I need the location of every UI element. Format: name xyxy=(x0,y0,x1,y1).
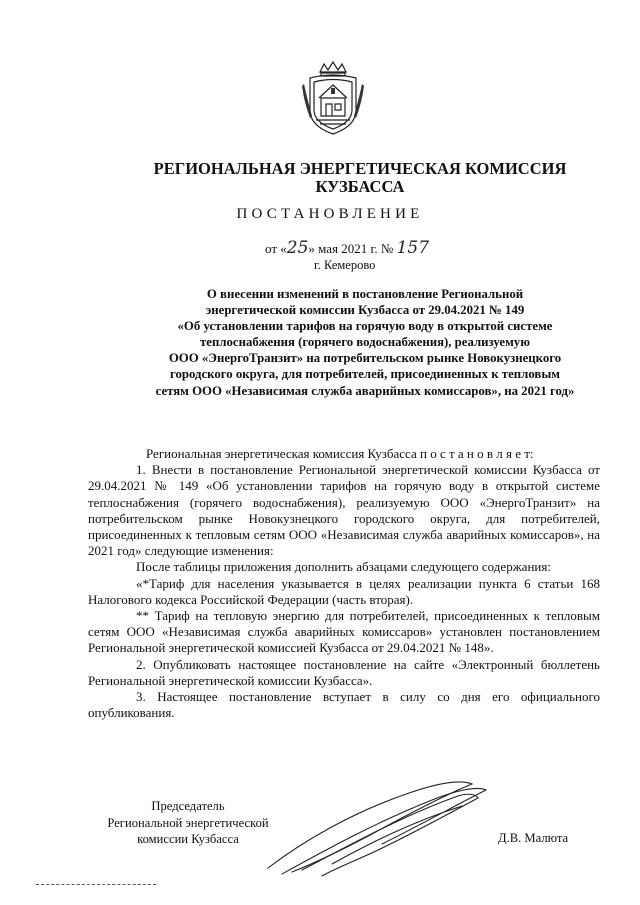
city: г. Кемерово xyxy=(314,258,376,272)
signatory-name: Д.В. Малюта xyxy=(498,831,569,845)
signatory-title-line: Региональной энергетической xyxy=(107,815,269,830)
decree-word: п о с т а н о в л я е т: xyxy=(419,446,534,461)
date-prefix: от « xyxy=(265,241,287,256)
organization-name: РЕГИОНАЛЬНАЯ ЭНЕРГЕТИЧЕСКАЯ КОМИССИЯ xyxy=(153,159,567,178)
date-middle: » мая 2021 г. № xyxy=(308,241,394,256)
paragraph-1-note-2: ** Тариф на тепловую энергию для потребителей, присоединенных к тепловым сетям ООО «Независимая служба аварийных комиссаров» установлен постановлением Региональной энергетической комиссией Кузбасса от 29.04.2021 № 148». xyxy=(88,608,600,656)
document-type: ПОСТАНОВЛЕНИЕ xyxy=(236,206,424,222)
paragraph-1-instruction: После таблицы приложения дополнить абзацами следующего содержания: xyxy=(136,559,551,575)
subject-line: ООО «ЭнергоТранзит» на потребительском рынке Новокузнецкого xyxy=(168,351,562,366)
paragraph-3: 3. Настоящее постановление вступает в силу со дня его официального опубликования. xyxy=(88,689,600,721)
signatory-title xyxy=(88,798,288,848)
signatory-title-line: комиссии Кузбасса xyxy=(137,832,239,846)
preamble xyxy=(88,446,600,462)
handwritten-signature xyxy=(262,772,498,882)
signatory-title-line: Председатель xyxy=(151,799,225,813)
preamble-text: Региональная энергетическая комиссия Кузбасса xyxy=(146,446,420,461)
subject-line: О внесении изменений в постановление Региональной xyxy=(206,287,524,301)
subject-line: городского округа, для потребителей, присоединенных к тепловым xyxy=(169,367,561,382)
date-day: 25 xyxy=(286,238,309,258)
document-subject xyxy=(100,286,630,399)
paragraph-2: 2. Опубликовать настоящее постановление на сайте «Электронный бюллетень Региональной энергетической комиссии Кузбасса». xyxy=(88,656,600,688)
subject-line: «Об установлении тарифов на горячую воду в открытой системе xyxy=(177,319,553,334)
subject-line: сетям ООО «Независимая служба аварийных комиссаров», на 2021 год» xyxy=(155,383,575,398)
date-line xyxy=(265,238,429,258)
coat-of-arms-emblem xyxy=(302,58,364,138)
subject-line: теплоснабжения (горячего водоснабжения), реализуемую xyxy=(200,335,530,350)
organization-name-region: КУЗБАССА xyxy=(315,177,405,196)
paragraph-1-note-1: «*Тариф для населения указывается в целях реализации пункта 6 статьи 168 Налогового кодекса Российской Федерации (часть вторая). xyxy=(88,575,600,607)
footer-divider xyxy=(36,884,156,885)
paragraph-1: 1. Внести в постановление Региональной энергетической комиссии Кузбасса от 29.04.2021 № 149 «Об установлении тарифов на горячую воду в открытой системе теплоснабжения (горячего водоснабжения), реализуемую ООО «ЭнергоТранзит» на потребительском рынке Новокузнецкого городского округа, для потребителей, присоединенных к тепловым сетям ООО «Независимая служба аварийных комиссаров», на 2021 год» следующие изменения: xyxy=(88,462,600,559)
document-number: 157 xyxy=(396,238,430,258)
document-body xyxy=(88,446,600,721)
subject-line: энергетической комиссии Кузбасса от 29.04.2021 № 149 xyxy=(205,303,525,318)
